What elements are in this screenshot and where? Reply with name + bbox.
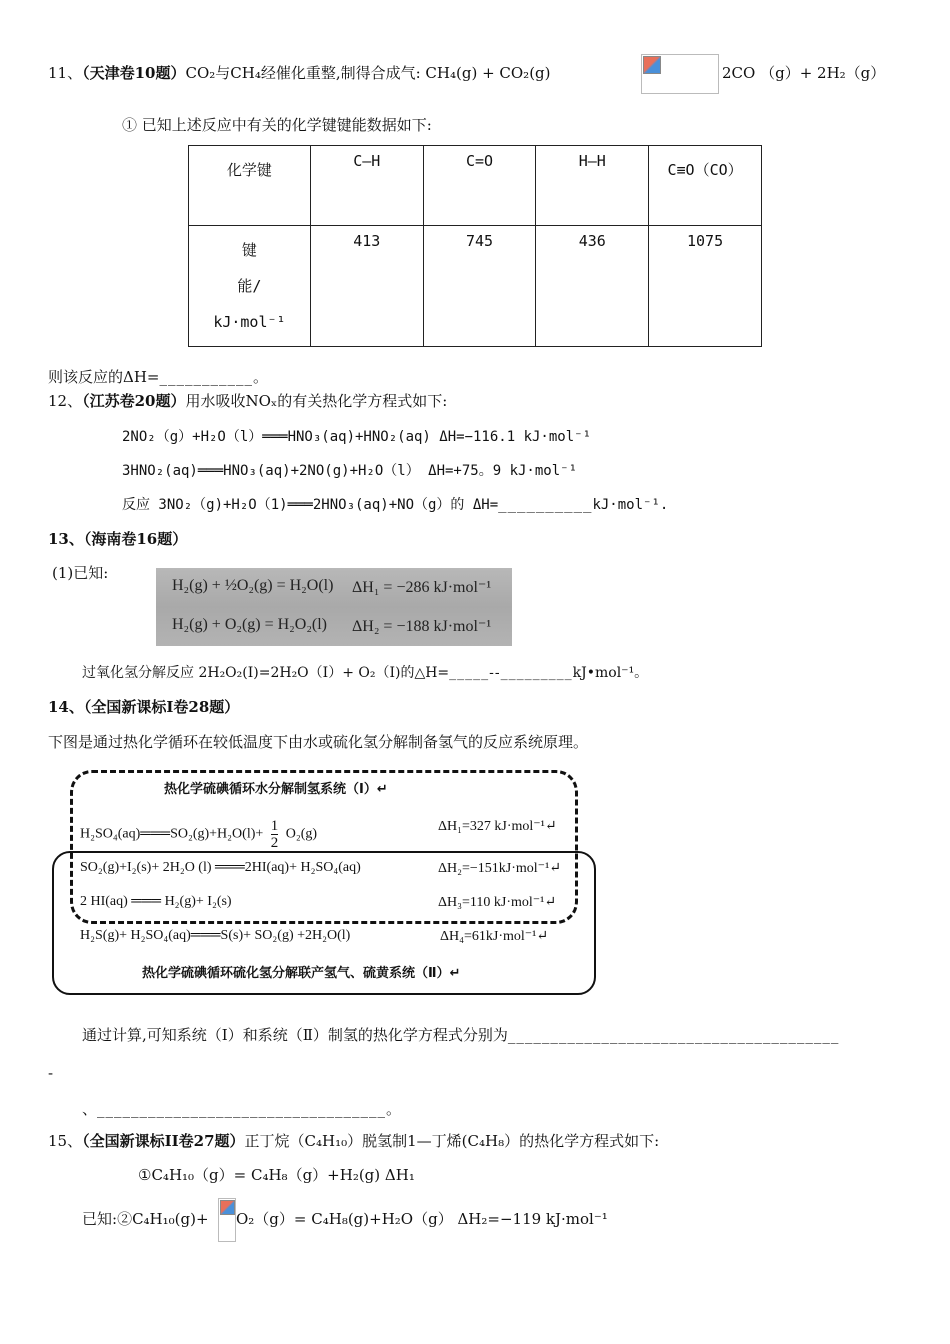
q13-source: （海南卷16题） [83,530,188,548]
reaction-4: H₂S(g)+ H₂SO₄(aq)═══S(s)+ SO₂(g) +2H₂O(l) [80,928,351,943]
answer-blank[interactable]: _______________________________________ [507,1026,840,1044]
q11-text: CO₂与CH₄经催化重整,制得合成气: CH₄(g) + CO₂(g) [185,64,551,82]
dh3: ΔH₃=110 kJ·mol⁻¹↵ [438,895,557,910]
q12-eq1: 2NO₂（g）+H₂O（l）═══HNO₃(aq)+HNO₂(aq) ΔH=−116.1 kJ·mol⁻¹ [122,429,592,445]
q15-line [48,1130,659,1151]
table-cell: 1075 [649,226,762,347]
dh1: ΔH₁=327 kJ·mol⁻¹↵ [438,819,557,834]
q13-number: 13、 [48,530,84,548]
q13-known: (1)已知: [52,564,109,582]
answer-blank[interactable]: __________ [498,497,593,513]
answer-blank[interactable]: _____--_________ [449,665,573,681]
broken-image-icon [641,54,719,94]
dh2: ΔH₂=−151kJ·mol⁻¹↵ [438,861,561,876]
q11-number: 11、 [48,64,83,82]
table-header-cell: H—H [536,146,649,226]
q14-number: 14、 [48,698,84,716]
reaction-system-diagram [50,766,600,996]
q15-eq2-end: O₂（g）= C₄H₈(g)+H₂O（g） ΔH₂=−119 kJ·mol⁻¹ [236,1210,608,1228]
dh4: ΔH₄=61kJ·mol⁻¹↵ [440,929,549,944]
table-cell: 745 [423,226,536,347]
q14-intro: 下图是通过热化学循环在较低温度下由水或硫化氢分解制备氢气的反应系统原理。 [48,733,589,751]
q11-line [48,62,551,83]
table-header-cell: 化学键 [189,146,311,226]
q11-product: 2CO （g）+ 2H₂（g） [722,64,886,82]
photo-dh1: ΔH₁ = −286 kJ·mol⁻¹ [352,579,492,596]
broken-image-icon [218,1198,236,1242]
q15-number: 15、 [48,1132,83,1150]
photo-eq2: H₂(g) + O₂(g) = H₂O₂(l) [172,616,327,633]
bond-energy-table [188,145,762,347]
answer-blank[interactable]: __________________________________ [97,1100,387,1118]
reaction-1: H₂SO₄(aq)═══SO₂(g)+H₂O(l)+ $\frac{1}{2}$ O₂(g) [80,818,318,851]
q13-line [48,528,187,549]
table-header-cell: C≡O（CO） [649,146,762,226]
q14-question: 通过计算,可知系统（Ⅰ）和系统（Ⅱ）制氢的热化学方程式分别为_______________________________________ [82,1026,840,1044]
q13-question: 过氧化氢分解反应 2H₂O₂(I)=2H₂O（I）+ O₂（I)的△H=_____--_________kJ•mol⁻¹。 [82,665,649,681]
answer-blank[interactable]: ___________ [159,368,253,386]
q12-text: 用水吸收NOₓ的有关热化学方程式如下: [185,392,448,410]
q15-eq1: ①C₄H₁₀（g）= C₄H₈（g）+H₂(g) ΔH₁ [138,1166,415,1184]
table-row [189,146,762,226]
q14-second-blank-line: 、__________________________________。 [82,1100,402,1118]
reaction-2: SO₂(g)+I₂(s)+ 2H₂O (l) ═══2HI(aq)+ H₂SO₄(aq) [80,860,361,875]
table-header-cell: C—H [310,146,423,226]
q12-line [48,390,447,411]
q11-question: 则该反应的ΔH=___________。 [48,368,268,386]
q15-text: 正丁烷（C₄H₁₀）脱氢制1—丁烯(C₄H₈）的热化学方程式如下: [244,1132,660,1150]
q12-eq2: 3HNO₂(aq)═══HNO₃(aq)+2NO(g)+H₂O（l） ΔH=+75。9 kJ·mol⁻¹ [122,463,578,479]
q11-source: （天津卷10题） [82,64,186,82]
table-cell: 436 [536,226,649,347]
q12-eq3: 反应 3NO₂（g)+H₂O（1)═══2HNO₃(aq)+NO（g）的 ΔH=__________kJ·mol⁻¹. [122,497,669,513]
photo-eq1: H₂(g) + ½O₂(g) = H₂O(l) [172,577,334,594]
equation-photo [156,568,512,646]
system-1-title: 热化学硫碘循环水分解制氢系统（Ⅰ）↵ [164,782,388,797]
q12-number: 12、 [48,392,83,410]
system-2-title: 热化学硫碘循环硫化氢分解联产氢气、硫黄系统（Ⅱ）↵ [142,966,461,981]
q14-line [48,696,239,717]
table-cell: 413 [310,226,423,347]
table-row [189,226,762,347]
photo-dh2: ΔH₂ = −188 kJ·mol⁻¹ [352,618,492,635]
q14-source: （全国新课标Ⅰ卷28题） [83,698,240,716]
q15-source: （全国新课标II卷27题） [82,1132,245,1150]
fraction-half: $\frac{1}{2}$ [270,818,279,851]
reaction-3: 2 HI(aq) ═══ H₂(g)+ I₂(s) [80,894,232,909]
q14-blank-continuation: - [48,1064,54,1082]
q11-intro: ① 已知上述反应中有关的化学键键能数据如下: [122,116,432,134]
q12-source: （江苏卷20题） [82,392,186,410]
table-row-label: 键 能/ kJ·mol⁻¹ [189,226,311,347]
q15-eq2-start: 已知:②C₄H₁₀(g)+ [82,1210,209,1228]
table-header-cell: C=O [423,146,536,226]
